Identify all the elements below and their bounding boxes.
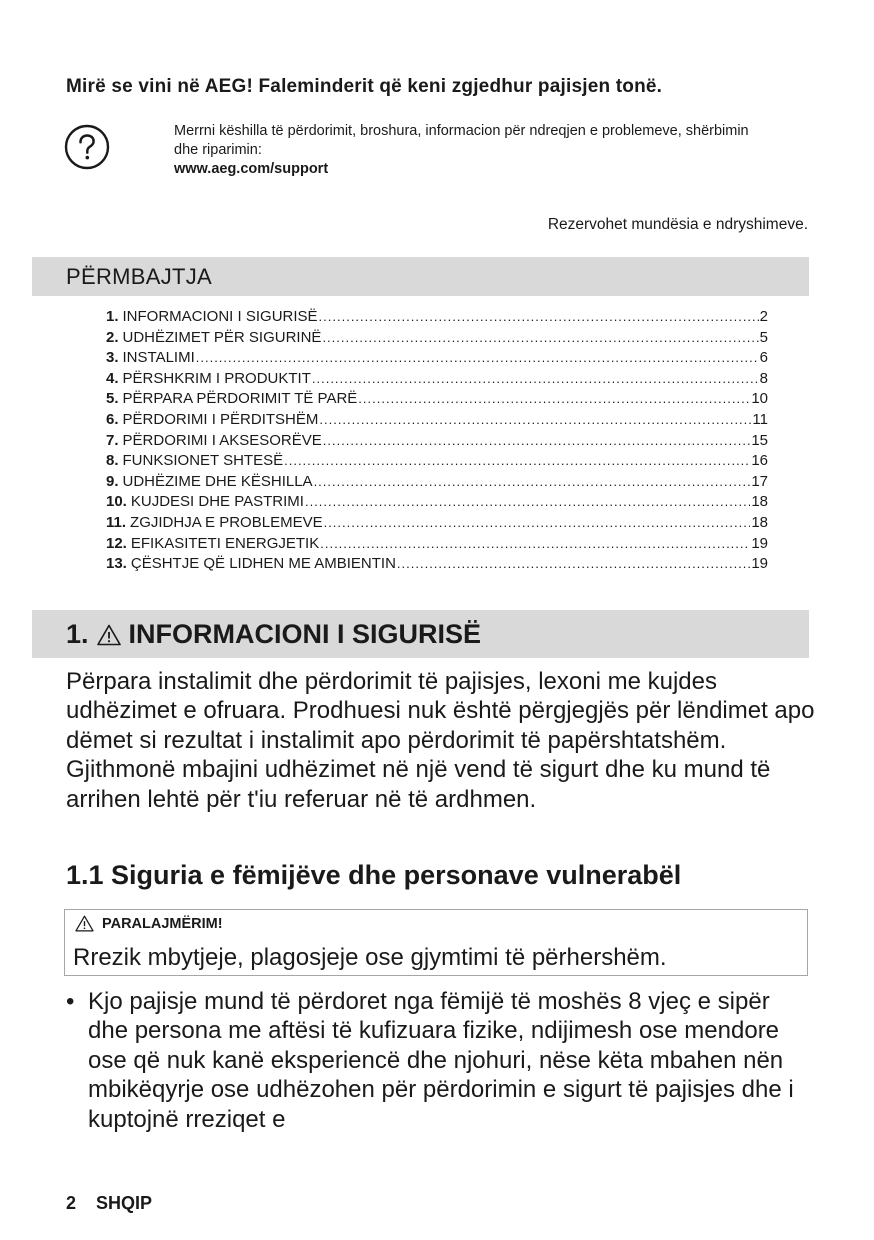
warning-title: [75, 915, 223, 932]
toc-item[interactable]: 9. UDHËZIME DHE KËSHILLA ..... 17: [106, 473, 768, 494]
section-1-header: [32, 610, 809, 658]
warning-triangle-icon: [75, 915, 94, 932]
welcome-heading: Mirë se vini në AEG! Faleminderit që keni zgjedhur pajisjen tonë.: [66, 76, 663, 97]
section-title-text: INFORMACIONI I SIGURISË: [128, 619, 482, 649]
toc-item[interactable]: 8. FUNKSIONET SHTESË ..... 16: [106, 452, 768, 473]
help-question-icon: [64, 124, 110, 170]
toc-item[interactable]: 3. INSTALIMI ..... 6: [106, 349, 768, 370]
toc-item[interactable]: 10. KUJDESI DHE PASTRIMI ..... 18: [106, 493, 768, 514]
page-footer: [66, 1193, 152, 1214]
section-1-title: [66, 619, 481, 650]
bullet-marker: •: [66, 988, 75, 1015]
support-description: Merrni këshilla të përdorimit, broshura, informacion për ndreqjen e problemeve, shërbimin dhe riparimin:: [174, 123, 749, 158]
section-number: 1.: [66, 619, 89, 649]
support-info: [174, 122, 774, 179]
support-link[interactable]: www.aeg.com/support: [174, 161, 329, 177]
toc-title: PËRMBAJTJA: [66, 264, 213, 289]
rights-reserved-note: Rezervohet mundësia e ndryshimeve.: [547, 216, 808, 233]
toc-item[interactable]: 2. UDHËZIMET PËR SIGURINË ..... 5: [106, 329, 768, 350]
toc-item[interactable]: 6. PËRDORIMI I PËRDITSHËM ..... 11: [106, 411, 768, 432]
warning-label: PARALAJMËRIM!: [102, 915, 223, 932]
safety-intro-paragraph: Përpara instalimit dhe përdorimit të pajisjes, lexoni me kujdes udhëzimet e ofruara. Prodhuesi nuk është përgjegjës për lëndimet apo dëmet si rezultat i instalimit apo përdorimit të papërshtatshëm. Gjithmonë mbajini udhëzimet në një vend të sigurt dhe ku mund të arrihen lehtë për t'iu referuar në të ardhmen.: [66, 668, 815, 813]
toc-item[interactable]: 7. PËRDORIMI I AKSESORËVE ..... 15: [106, 432, 768, 453]
bullet-text: Kjo pajisje mund të përdoret nga fëmijë të moshës 8 vjeç e sipër dhe persona me aftësi të kufizuara fizike, ndijimesh ose mendore ose që nuk kanë eksperiencë dhe njohuri, nëse këta mbahen nën mbikëqyrje ose udhëzohen për përdorimin e sigurt të pajisjes dhe i kuptojnë rreziqet e: [88, 988, 794, 1133]
toc-item[interactable]: 11. ZGJIDHJA E PROBLEMEVE ..... 18: [106, 514, 768, 535]
footer-language: SHQIP: [96, 1193, 153, 1213]
warning-text: Rrezik mbytjeje, plagosjeje ose gjymtimi të përhershëm.: [73, 944, 667, 971]
page-number: 2: [66, 1193, 77, 1213]
warning-box: [64, 909, 808, 976]
warning-triangle-icon: [97, 624, 121, 646]
toc-item[interactable]: 5. PËRPARA PËRDORIMIT TË PARË ..... 10: [106, 390, 768, 411]
subsection-title: 1.1 Siguria e fëmijëve dhe personave vulnerabël: [66, 860, 682, 890]
toc-item[interactable]: 4. PËRSHKRIM I PRODUKTIT ..... 8: [106, 370, 768, 391]
toc-header-bar: [32, 257, 809, 296]
toc-item[interactable]: 13. ÇËSHTJE QË LIDHEN ME AMBIENTIN ..... 19: [106, 555, 768, 576]
list-item: [66, 987, 816, 1134]
toc-item[interactable]: 12. EFIKASITETI ENERGJETIK ..... 19: [106, 535, 768, 556]
table-of-contents: [106, 308, 768, 576]
toc-item[interactable]: 1. INFORMACIONI I SIGURISË ..... 2: [106, 308, 768, 329]
